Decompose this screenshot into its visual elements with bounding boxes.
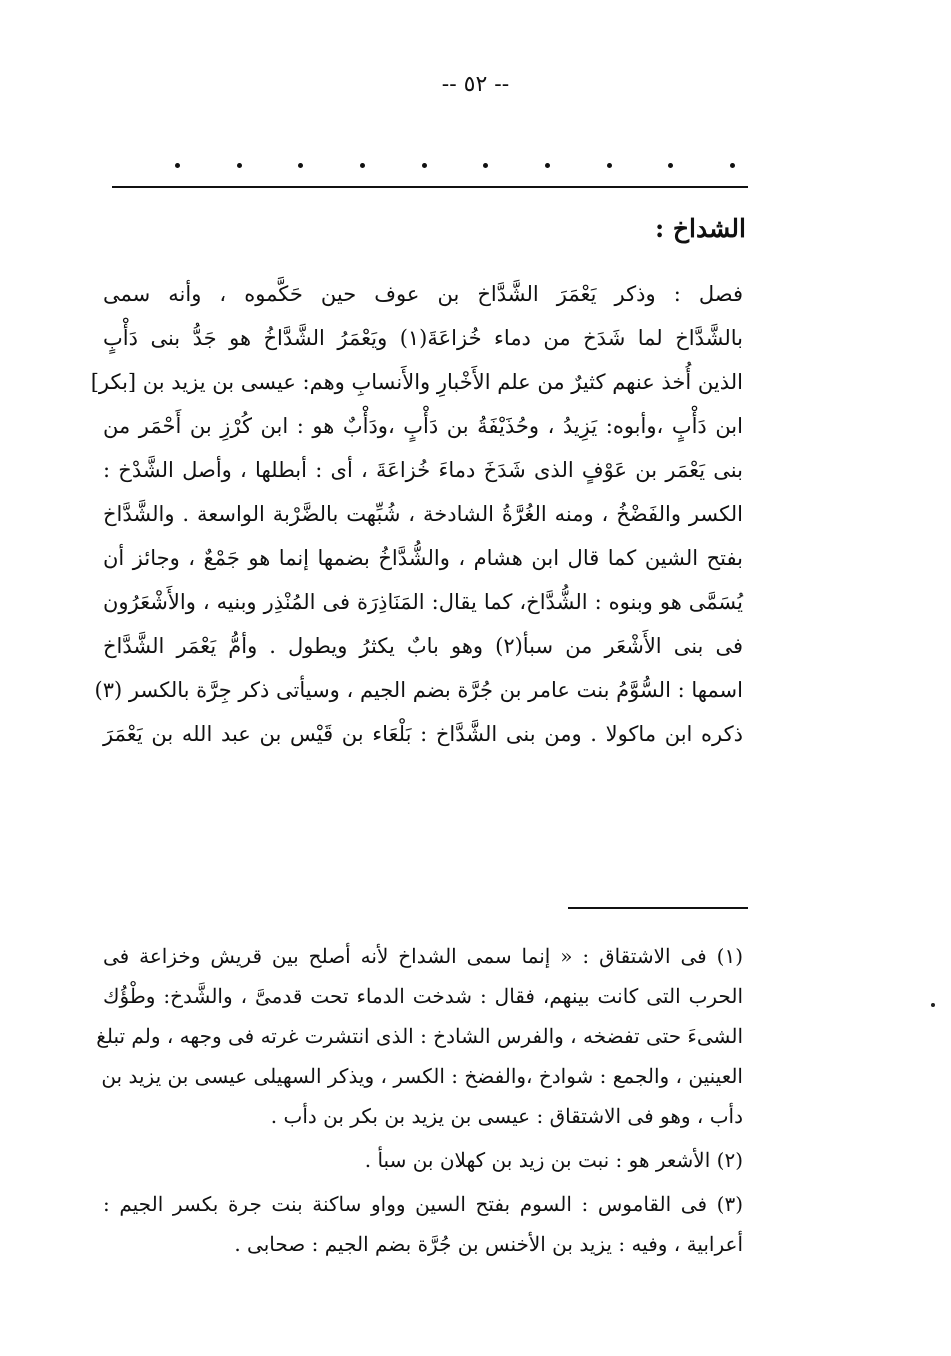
- body-line: اسمها : السُّوَّمُ بنت عامر بن جُرَّة بضم الجيم ، وسيأتى ذكر جِرَّة بالكسر (٣): [94, 678, 743, 702]
- footnote-3: [103, 1184, 743, 1264]
- body-line: الذين أُخذ عنهم كثيرٌ من علم الأَخْبارِ والأَنسابِ وهم: عيسى بن يزيد بن [بكر]: [90, 370, 743, 394]
- body-line: بنى يَعْمَر بن عَوْفٍ الذى شَدَخَ دماءَ خُزاعَةَ ، أى : أبطلها ، وأصل الشَّدْخ :: [103, 458, 743, 482]
- ornament-dot: [422, 163, 427, 168]
- ornament-dot: [545, 163, 550, 168]
- ornament-dot: [298, 163, 303, 168]
- ornament-dot: [668, 163, 673, 168]
- section-heading: الشداخ :: [654, 214, 746, 243]
- ornament-dot: [175, 163, 180, 168]
- footnote-line: (٢) الأشعر هو : نبت بن زيد بن كهلان بن سبأ .: [364, 1148, 743, 1172]
- body-line: يُسَمَّى هو وبنوه : الشُّدَّاخ، كما يقال: المَنَاذِرَة فى المُنْذِر وبنيه ، والأَشْعَرُون: [103, 590, 743, 614]
- footnote-line: (٣) فى القاموس : السوم بفتح السين وواو ساكنة بنت جرة بكسر الجيم :: [103, 1192, 743, 1216]
- footnote-line: (١) فى الاشتقاق : « إنما سمى الشداخ لأنه أصلح بين قريش وخزاعة فى: [103, 944, 743, 968]
- ornament-dot: [237, 163, 242, 168]
- body-text: [90, 272, 744, 756]
- header-divider: [112, 186, 748, 188]
- footnote-2: [103, 1140, 743, 1180]
- ornament-dot: [360, 163, 365, 168]
- footnote-line: الشىءَ حتى تفضخه ، والفرس الشادخ : الذى انتشرت غرته فى وجهه ، ولم تبلغ: [96, 1024, 743, 1048]
- ornament-dot: [730, 163, 735, 168]
- footnote-line: العينين ، والجمع : شوادخ ،والفضخ : الكسر ، ويذكر السهيلى عيسى بن يزيد بن: [101, 1064, 743, 1088]
- ornament-dot: [607, 163, 612, 168]
- body-line: بالشَّدَّاخ لما شَدَخ من دماء خُزاعَةَ(١) ويَعْمَرُ الشَّدَّاخُ هو جَدُّ بنى دَأْبٍ: [103, 326, 743, 350]
- body-line: فى بنى الأَشْعَر من سبأ(٢) وهو بابٌ يكثرُ ويطول . وأمُّ يَعْمَر الشَّدَّاخ: [103, 634, 744, 658]
- ornament-dot: [483, 163, 488, 168]
- margin-speck: [931, 1003, 935, 1007]
- page-number: -- ٥٢ --: [441, 72, 510, 97]
- footnote-line: الحرب التى كانت بينهم، فقال : شدخت الدماء تحت قدمىَّ ، والشَّدخ: وطْؤُك: [103, 984, 743, 1008]
- body-line: ذكره ابن ماكولا . ومن بنى الشَّدَّاخ : بَلْعَاء بن قَيْس بن عبد الله بن يَعْمَرَ: [103, 722, 743, 746]
- ornamental-dot-row: [175, 150, 735, 180]
- body-line: الكسر والفَضْخُ ، ومنه الغُرَّةُ الشادخة ، شُبِّهت بالضَّرْبة الواسعة . والشَّدَّاخ: [103, 502, 743, 526]
- body-line: فصل : وذكر يَعْمَرَ الشَّدَّاخ بن عوف حين حَكَّموه ، وأنه سمى: [103, 282, 743, 306]
- footnote-divider: [568, 907, 748, 909]
- footnote-line: دأب ، وهو فى الاشتقاق : عيسى بن يزيد بن بكر بن دأب .: [270, 1104, 743, 1128]
- footnote-1: [96, 936, 743, 1136]
- body-line: ابن دَأْبٍ ،وأبوه: يَزِيدُ ، وحُذَيْفَةُ بن دَأْبٍ ،ودَأْبٌ هو : ابن كُرْزِ بن أَحْمَر من: [103, 414, 743, 438]
- footnote-line: أعرابية ، وفيه : يزيد بن الأخنس بن جُرَّة بضم الجيم : صحابى .: [234, 1232, 743, 1256]
- footnotes: [96, 936, 743, 1264]
- body-line: بفتح الشين كما قال ابن هشام ، والشُّدَّاخُ بضمها إنما هو جَمْعٌ ، وجائز أن: [103, 546, 743, 570]
